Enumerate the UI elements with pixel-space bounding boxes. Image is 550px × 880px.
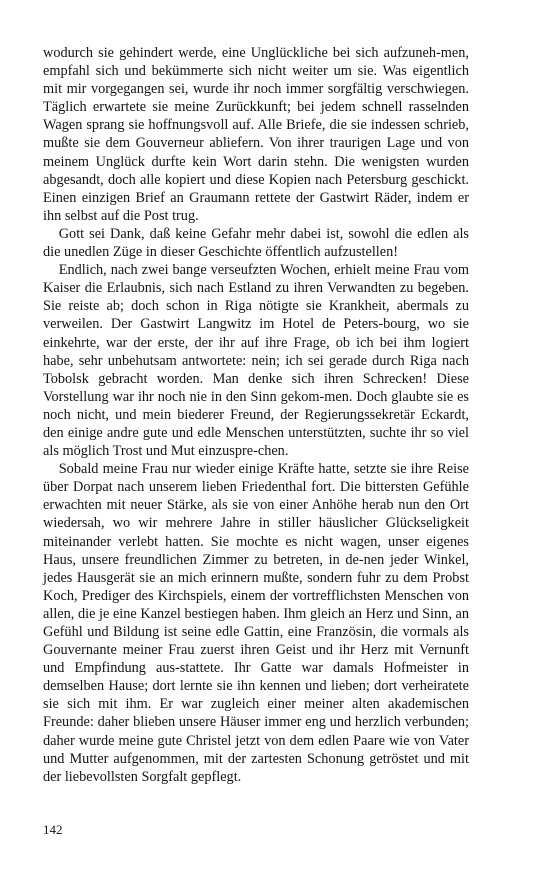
paragraph-3: Endlich, nach zwei bange verseufzten Wochen, erhielt meine Frau vom Kaiser die Erlaubnis, sich nach Estland zu ihren Verwandten zu begeben. Sie reiste ab; doch schon in Riga nötigte sie Krankheit, abermals zu verweilen. Der Gastwirt Langwitz im Hotel de Peters-bourg, wo sie einkehrte, war der erste, der ihr auf ihre Frage, ob ich bei ihm logiert habe, sehr unbehutsam antwortete: nein; ich sei gerade durch Riga nach Tobolsk gebracht worden. Man denke sich ihren Schrecken! Diese Vorstellung war ihr noch nie in den Sinn gekom-men. Doch glaubte sie es noch nicht, und mein biederer Freund, der Regierungssekretär Eckardt, den einige andre gute und edle Menschen unterstützten, suchte ihr so viel als möglich Trost und Mut einzuspre-chen. [43, 262, 469, 460]
book-page-text [43, 44, 469, 786]
paragraph-4: Sobald meine Frau nur wieder einige Kräfte hatte, setzte sie ihre Reise über Dorpat nach unserem lieben Friedenthal fort. Die bittersten Gefühle erwachten mit neuer Stärke, als sie von einer Anhöhe herab nun den Ort wiedersah, wo wir mehrere Jahre in stiller häuslicher Glückseligkeit miteinander verlebt hatten. Sie mochte es nicht wagen, unser eigenes Haus, unsere freundlichen Zimmer zu betreten, in de-nen jeder Winkel, jedes Hausgerät sie an mich erinnern mußte, sondern fuhr zu dem Probst Koch, Prediger des Kirchspiels, einem der vortrefflichsten Menschen von allen, die je eine Kanzel bestiegen haben. Ihm gleich an Herz und Sinn, an Gefühl und Bildung ist seine edle Gattin, eine Französin, die vormals als Gouvernante meiner Frau zuerst ihren Geist und ihr Herz mit Vernunft und Empfindung aus-stattete. Ihr Gatte war damals Hofmeister in demselben Hause; dort lernte sie ihn kennen und lieben; dort verheiratete sie sich mit ihm. Er war zugleich einer meiner alten akademischen Freunde: daher blieben unsere Häuser immer eng und herzlich verbunden; daher wurde meine gute Christel jetzt von dem edlen Paare wie von Vater und Mutter aufgenommen, mit der zartesten Schonung getröstet und mit der liebevollsten Sorgfalt gepflegt. [43, 461, 469, 785]
paragraph-1: wodurch sie gehindert werde, eine Unglückliche bei sich aufzuneh-men, empfahl sich und bekümmerte sich nicht weiter um sie. Was eigentlich mit mir vorgegangen sei, wurde ihr noch immer sorgfältig verschwiegen. Täglich erwartete sie meine Zurückkunft; bei jedem schnell rasselnden Wagen sprang sie hoffnungsvoll auf. Alle Briefe, die sie indessen schrieb, mußte sie dem Gouverneur abliefern. Von ihrer traurigen Lage und von meinem Unglück durfte kein Wort darin stehn. Die wenigsten wurden abgesandt, doch alle kopiert und diese Kopien nach Petersburg geschickt. Einen einzigen Brief an Graumann rettete der Gastwirt Räder, indem er ihn selbst auf die Post trug. [43, 45, 469, 224]
paragraph-2: Gott sei Dank, daß keine Gefahr mehr dabei ist, sowohl die edlen als die unedlen Züge in dieser Geschichte öffentlich aufzustellen! [43, 225, 469, 261]
page-number: 142 [43, 822, 63, 837]
